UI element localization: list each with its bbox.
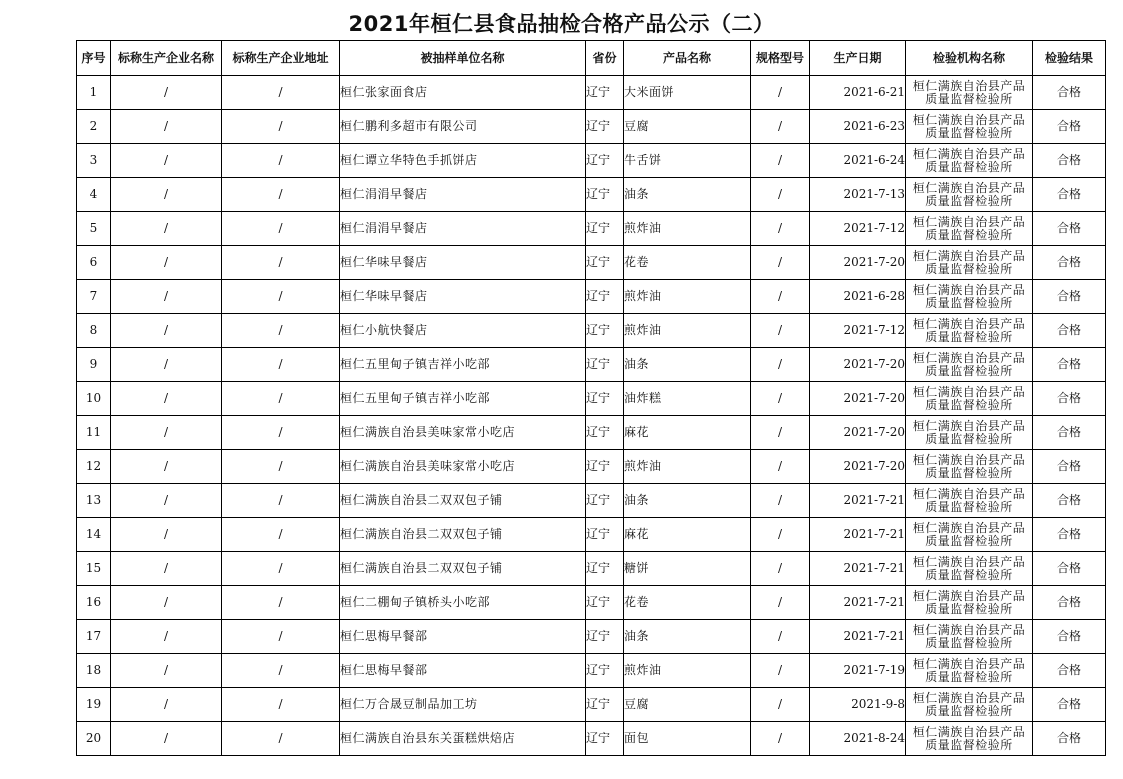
- table-row: [77, 144, 1106, 178]
- enterprise-name-cell: /: [111, 246, 222, 280]
- org-name-line1: 桓仁满族自治县产品: [912, 180, 1026, 195]
- org-name-line1: 桓仁满族自治县产品: [912, 248, 1026, 263]
- org-name-line1: 桓仁满族自治县产品: [912, 724, 1026, 739]
- org-name-line1: 桓仁满族自治县产品: [912, 452, 1026, 467]
- org-name-line2: 质量监督检验所: [925, 193, 1013, 208]
- enterprise-name-cell: /: [111, 484, 222, 518]
- enterprise-name-cell: /: [111, 722, 222, 756]
- org-cell: [906, 484, 1033, 518]
- spec-cell: /: [751, 110, 810, 144]
- spec-cell: /: [751, 518, 810, 552]
- product-cell: 花卷: [624, 586, 751, 620]
- org-name-line2: 质量监督检验所: [925, 567, 1013, 582]
- enterprise-address-cell: /: [222, 450, 340, 484]
- enterprise-address-cell: /: [222, 620, 340, 654]
- org-cell: [906, 722, 1033, 756]
- enterprise-address-cell: /: [222, 348, 340, 382]
- enterprise-address-cell: /: [222, 416, 340, 450]
- table-row: [77, 586, 1106, 620]
- org-name-line2: 质量监督检验所: [925, 159, 1013, 174]
- enterprise-name-cell: /: [111, 212, 222, 246]
- enterprise-name-cell: /: [111, 144, 222, 178]
- date-cell: 2021-7-21: [810, 586, 906, 620]
- product-cell: 油炸糕: [624, 382, 751, 416]
- row-no: 15: [77, 552, 111, 586]
- enterprise-address-cell: /: [222, 722, 340, 756]
- org-cell: [906, 144, 1033, 178]
- row-no: 12: [77, 450, 111, 484]
- product-cell: 油条: [624, 620, 751, 654]
- sampled-unit-cell: 桓仁涓涓早餐店: [340, 212, 586, 246]
- org-cell: [906, 246, 1033, 280]
- table-row: [77, 416, 1106, 450]
- org-name-line1: 桓仁满族自治县产品: [912, 690, 1026, 705]
- row-no: 2: [77, 110, 111, 144]
- date-cell: 2021-7-21: [810, 620, 906, 654]
- sampled-unit-cell: 桓仁涓涓早餐店: [340, 178, 586, 212]
- date-cell: 2021-7-21: [810, 552, 906, 586]
- date-cell: 2021-7-20: [810, 450, 906, 484]
- product-cell: 大米面饼: [624, 76, 751, 110]
- org-name-line1: 桓仁满族自治县产品: [912, 588, 1026, 603]
- org-cell: [906, 314, 1033, 348]
- product-cell: 煎炸油: [624, 654, 751, 688]
- row-no: 19: [77, 688, 111, 722]
- org-cell: [906, 382, 1033, 416]
- row-no: 4: [77, 178, 111, 212]
- row-no: 20: [77, 722, 111, 756]
- sampled-unit-cell: 桓仁二棚甸子镇桥头小吃部: [340, 586, 586, 620]
- province-cell: 辽宁: [586, 586, 624, 620]
- sampled-unit-cell: 桓仁华味早餐店: [340, 280, 586, 314]
- product-cell: 麻花: [624, 518, 751, 552]
- spec-cell: /: [751, 688, 810, 722]
- table-row: [77, 620, 1106, 654]
- table-body: [77, 76, 1106, 756]
- enterprise-name-cell: /: [111, 620, 222, 654]
- province-cell: 辽宁: [586, 450, 624, 484]
- row-no: 10: [77, 382, 111, 416]
- province-cell: 辽宁: [586, 484, 624, 518]
- date-cell: 2021-7-19: [810, 654, 906, 688]
- row-no: 13: [77, 484, 111, 518]
- org-cell: [906, 280, 1033, 314]
- product-cell: 煎炸油: [624, 212, 751, 246]
- header-spec: 规格型号: [751, 41, 810, 76]
- org-name-line2: 质量监督检验所: [925, 635, 1013, 650]
- date-cell: 2021-8-24: [810, 722, 906, 756]
- product-cell: 煎炸油: [624, 280, 751, 314]
- enterprise-name-cell: /: [111, 450, 222, 484]
- sampled-unit-cell: 桓仁五里甸子镇吉祥小吃部: [340, 382, 586, 416]
- enterprise-address-cell: /: [222, 484, 340, 518]
- result-cell: 合格: [1033, 110, 1106, 144]
- date-cell: 2021-7-12: [810, 212, 906, 246]
- org-name-line1: 桓仁满族自治县产品: [912, 112, 1026, 127]
- table-row: [77, 484, 1106, 518]
- enterprise-name-cell: /: [111, 280, 222, 314]
- result-cell: 合格: [1033, 654, 1106, 688]
- table-row: [77, 280, 1106, 314]
- header-result: 检验结果: [1033, 41, 1106, 76]
- table-row: [77, 518, 1106, 552]
- org-name-line2: 质量监督检验所: [925, 533, 1013, 548]
- spec-cell: /: [751, 314, 810, 348]
- sampled-unit-cell: 桓仁满族自治县二双双包子铺: [340, 518, 586, 552]
- product-cell: 面包: [624, 722, 751, 756]
- org-name-line1: 桓仁满族自治县产品: [912, 384, 1026, 399]
- table-row: [77, 722, 1106, 756]
- sampled-unit-cell: 桓仁五里甸子镇吉祥小吃部: [340, 348, 586, 382]
- page-title: 2021年桓仁县食品抽检合格产品公示（二）: [348, 12, 775, 36]
- province-cell: 辽宁: [586, 722, 624, 756]
- sampled-unit-cell: 桓仁满族自治县二双双包子铺: [340, 484, 586, 518]
- spec-cell: /: [751, 246, 810, 280]
- org-name-line2: 质量监督检验所: [925, 363, 1013, 378]
- spec-cell: /: [751, 450, 810, 484]
- enterprise-address-cell: /: [222, 382, 340, 416]
- product-cell: 麻花: [624, 416, 751, 450]
- date-cell: 2021-7-13: [810, 178, 906, 212]
- result-cell: 合格: [1033, 484, 1106, 518]
- province-cell: 辽宁: [586, 314, 624, 348]
- org-cell: [906, 416, 1033, 450]
- date-cell: 2021-7-21: [810, 518, 906, 552]
- enterprise-name-cell: /: [111, 76, 222, 110]
- org-name-line2: 质量监督检验所: [925, 397, 1013, 412]
- org-name-line2: 质量监督检验所: [925, 465, 1013, 480]
- result-cell: 合格: [1033, 144, 1106, 178]
- enterprise-address-cell: /: [222, 212, 340, 246]
- header-product: 产品名称: [624, 41, 751, 76]
- province-cell: 辽宁: [586, 382, 624, 416]
- sampled-unit-cell: 桓仁万合晟豆制品加工坊: [340, 688, 586, 722]
- org-cell: [906, 586, 1033, 620]
- org-name-line2: 质量监督检验所: [925, 431, 1013, 446]
- sampled-unit-cell: 桓仁华味早餐店: [340, 246, 586, 280]
- org-name-line2: 质量监督检验所: [925, 737, 1013, 752]
- row-no: 11: [77, 416, 111, 450]
- result-cell: 合格: [1033, 518, 1106, 552]
- header-enterprise-address: 标称生产企业地址: [222, 41, 340, 76]
- org-name-line1: 桓仁满族自治县产品: [912, 282, 1026, 297]
- row-no: 9: [77, 348, 111, 382]
- row-no: 3: [77, 144, 111, 178]
- enterprise-address-cell: /: [222, 246, 340, 280]
- product-cell: 油条: [624, 484, 751, 518]
- row-no: 16: [77, 586, 111, 620]
- enterprise-address-cell: /: [222, 178, 340, 212]
- product-cell: 油条: [624, 178, 751, 212]
- org-cell: [906, 620, 1033, 654]
- enterprise-address-cell: /: [222, 518, 340, 552]
- date-cell: 2021-6-23: [810, 110, 906, 144]
- org-name-line2: 质量监督检验所: [925, 125, 1013, 140]
- spec-cell: /: [751, 348, 810, 382]
- org-cell: [906, 212, 1033, 246]
- org-cell: [906, 654, 1033, 688]
- org-name-line1: 桓仁满族自治县产品: [912, 316, 1026, 331]
- org-name-line1: 桓仁满族自治县产品: [912, 214, 1026, 229]
- org-name-line2: 质量监督检验所: [925, 329, 1013, 344]
- province-cell: 辽宁: [586, 348, 624, 382]
- sampled-unit-cell: 桓仁满族自治县美味家常小吃店: [340, 416, 586, 450]
- enterprise-name-cell: /: [111, 654, 222, 688]
- result-cell: 合格: [1033, 246, 1106, 280]
- province-cell: 辽宁: [586, 246, 624, 280]
- table-row: [77, 654, 1106, 688]
- result-cell: 合格: [1033, 178, 1106, 212]
- enterprise-name-cell: /: [111, 518, 222, 552]
- spec-cell: /: [751, 620, 810, 654]
- org-name-line1: 桓仁满族自治县产品: [912, 622, 1026, 637]
- org-name-line1: 桓仁满族自治县产品: [912, 350, 1026, 365]
- result-cell: 合格: [1033, 76, 1106, 110]
- sampled-unit-cell: 桓仁小航快餐店: [340, 314, 586, 348]
- table-row: [77, 314, 1106, 348]
- province-cell: 辽宁: [586, 416, 624, 450]
- header-province: 省份: [586, 41, 624, 76]
- province-cell: 辽宁: [586, 552, 624, 586]
- province-cell: 辽宁: [586, 144, 624, 178]
- date-cell: 2021-7-20: [810, 246, 906, 280]
- province-cell: 辽宁: [586, 518, 624, 552]
- org-cell: [906, 518, 1033, 552]
- org-name-line2: 质量监督检验所: [925, 295, 1013, 310]
- spec-cell: /: [751, 484, 810, 518]
- spec-cell: /: [751, 552, 810, 586]
- product-cell: 牛舌饼: [624, 144, 751, 178]
- enterprise-address-cell: /: [222, 552, 340, 586]
- sampled-unit-cell: 桓仁谭立华特色手抓饼店: [340, 144, 586, 178]
- spec-cell: /: [751, 722, 810, 756]
- enterprise-name-cell: /: [111, 178, 222, 212]
- enterprise-name-cell: /: [111, 552, 222, 586]
- enterprise-address-cell: /: [222, 280, 340, 314]
- sampled-unit-cell: 桓仁满族自治县二双双包子铺: [340, 552, 586, 586]
- sampled-unit-cell: 桓仁思梅早餐部: [340, 620, 586, 654]
- org-name-line2: 质量监督检验所: [925, 669, 1013, 684]
- row-no: 17: [77, 620, 111, 654]
- org-name-line1: 桓仁满族自治县产品: [912, 520, 1026, 535]
- table-row: [77, 450, 1106, 484]
- row-no: 6: [77, 246, 111, 280]
- org-name-line1: 桓仁满族自治县产品: [912, 656, 1026, 671]
- province-cell: 辽宁: [586, 178, 624, 212]
- sampled-unit-cell: 桓仁满族自治县东关蛋糕烘焙店: [340, 722, 586, 756]
- result-cell: 合格: [1033, 552, 1106, 586]
- date-cell: 2021-7-12: [810, 314, 906, 348]
- result-cell: 合格: [1033, 688, 1106, 722]
- product-cell: 豆腐: [624, 688, 751, 722]
- header-date: 生产日期: [810, 41, 906, 76]
- enterprise-name-cell: /: [111, 586, 222, 620]
- spec-cell: /: [751, 178, 810, 212]
- sampled-unit-cell: 桓仁鹏利多超市有限公司: [340, 110, 586, 144]
- product-cell: 糖饼: [624, 552, 751, 586]
- province-cell: 辽宁: [586, 110, 624, 144]
- enterprise-address-cell: /: [222, 110, 340, 144]
- province-cell: 辽宁: [586, 212, 624, 246]
- result-cell: 合格: [1033, 586, 1106, 620]
- spec-cell: /: [751, 212, 810, 246]
- row-no: 18: [77, 654, 111, 688]
- result-cell: 合格: [1033, 382, 1106, 416]
- enterprise-name-cell: /: [111, 416, 222, 450]
- enterprise-name-cell: /: [111, 110, 222, 144]
- enterprise-name-cell: /: [111, 314, 222, 348]
- date-cell: 2021-7-20: [810, 382, 906, 416]
- result-cell: 合格: [1033, 450, 1106, 484]
- spec-cell: /: [751, 416, 810, 450]
- enterprise-address-cell: /: [222, 654, 340, 688]
- org-name-line2: 质量监督检验所: [925, 227, 1013, 242]
- spec-cell: /: [751, 654, 810, 688]
- org-cell: [906, 450, 1033, 484]
- province-cell: 辽宁: [586, 654, 624, 688]
- table-row: [77, 688, 1106, 722]
- header-enterprise-name: 标称生产企业名称: [111, 41, 222, 76]
- date-cell: 2021-9-8: [810, 688, 906, 722]
- enterprise-name-cell: /: [111, 688, 222, 722]
- enterprise-name-cell: /: [111, 348, 222, 382]
- inspection-table: [76, 40, 1106, 756]
- header-sampled-unit: 被抽样单位名称: [340, 41, 586, 76]
- header-org: 检验机构名称: [906, 41, 1033, 76]
- result-cell: 合格: [1033, 280, 1106, 314]
- table-row: [77, 552, 1106, 586]
- result-cell: 合格: [1033, 620, 1106, 654]
- result-cell: 合格: [1033, 212, 1106, 246]
- product-cell: 豆腐: [624, 110, 751, 144]
- header-row: [77, 41, 1106, 76]
- date-cell: 2021-7-21: [810, 484, 906, 518]
- org-cell: [906, 688, 1033, 722]
- product-cell: 花卷: [624, 246, 751, 280]
- org-cell: [906, 348, 1033, 382]
- result-cell: 合格: [1033, 348, 1106, 382]
- result-cell: 合格: [1033, 416, 1106, 450]
- result-cell: 合格: [1033, 722, 1106, 756]
- table-row: [77, 178, 1106, 212]
- row-no: 1: [77, 76, 111, 110]
- org-name-line1: 桓仁满族自治县产品: [912, 78, 1026, 93]
- spec-cell: /: [751, 382, 810, 416]
- org-name-line2: 质量监督检验所: [925, 499, 1013, 514]
- enterprise-address-cell: /: [222, 144, 340, 178]
- date-cell: 2021-6-28: [810, 280, 906, 314]
- date-cell: 2021-7-20: [810, 348, 906, 382]
- spec-cell: /: [751, 144, 810, 178]
- enterprise-address-cell: /: [222, 314, 340, 348]
- org-name-line1: 桓仁满族自治县产品: [912, 554, 1026, 569]
- org-cell: [906, 178, 1033, 212]
- spec-cell: /: [751, 280, 810, 314]
- row-no: 5: [77, 212, 111, 246]
- enterprise-address-cell: /: [222, 688, 340, 722]
- table-row: [77, 246, 1106, 280]
- date-cell: 2021-7-20: [810, 416, 906, 450]
- row-no: 8: [77, 314, 111, 348]
- spec-cell: /: [751, 76, 810, 110]
- org-name-line1: 桓仁满族自治县产品: [912, 418, 1026, 433]
- sampled-unit-cell: 桓仁思梅早餐部: [340, 654, 586, 688]
- org-name-line2: 质量监督检验所: [925, 91, 1013, 106]
- org-name-line1: 桓仁满族自治县产品: [912, 486, 1026, 501]
- org-cell: [906, 552, 1033, 586]
- org-name-line1: 桓仁满族自治县产品: [912, 146, 1026, 161]
- province-cell: 辽宁: [586, 280, 624, 314]
- enterprise-address-cell: /: [222, 586, 340, 620]
- result-cell: 合格: [1033, 314, 1106, 348]
- sampled-unit-cell: 桓仁张家面食店: [340, 76, 586, 110]
- date-cell: 2021-6-24: [810, 144, 906, 178]
- row-no: 14: [77, 518, 111, 552]
- org-cell: [906, 76, 1033, 110]
- org-name-line2: 质量监督检验所: [925, 703, 1013, 718]
- date-cell: 2021-6-21: [810, 76, 906, 110]
- province-cell: 辽宁: [586, 688, 624, 722]
- org-name-line2: 质量监督检验所: [925, 261, 1013, 276]
- table-row: [77, 382, 1106, 416]
- spec-cell: /: [751, 586, 810, 620]
- org-cell: [906, 110, 1033, 144]
- product-cell: 煎炸油: [624, 314, 751, 348]
- table-row: [77, 110, 1106, 144]
- product-cell: 油条: [624, 348, 751, 382]
- org-name-line2: 质量监督检验所: [925, 601, 1013, 616]
- sampled-unit-cell: 桓仁满族自治县美味家常小吃店: [340, 450, 586, 484]
- table-row: [77, 212, 1106, 246]
- table-row: [77, 76, 1106, 110]
- province-cell: 辽宁: [586, 620, 624, 654]
- enterprise-name-cell: /: [111, 382, 222, 416]
- province-cell: 辽宁: [586, 76, 624, 110]
- product-cell: 煎炸油: [624, 450, 751, 484]
- enterprise-address-cell: /: [222, 76, 340, 110]
- table-row: [77, 348, 1106, 382]
- header-no: 序号: [77, 41, 111, 76]
- row-no: 7: [77, 280, 111, 314]
